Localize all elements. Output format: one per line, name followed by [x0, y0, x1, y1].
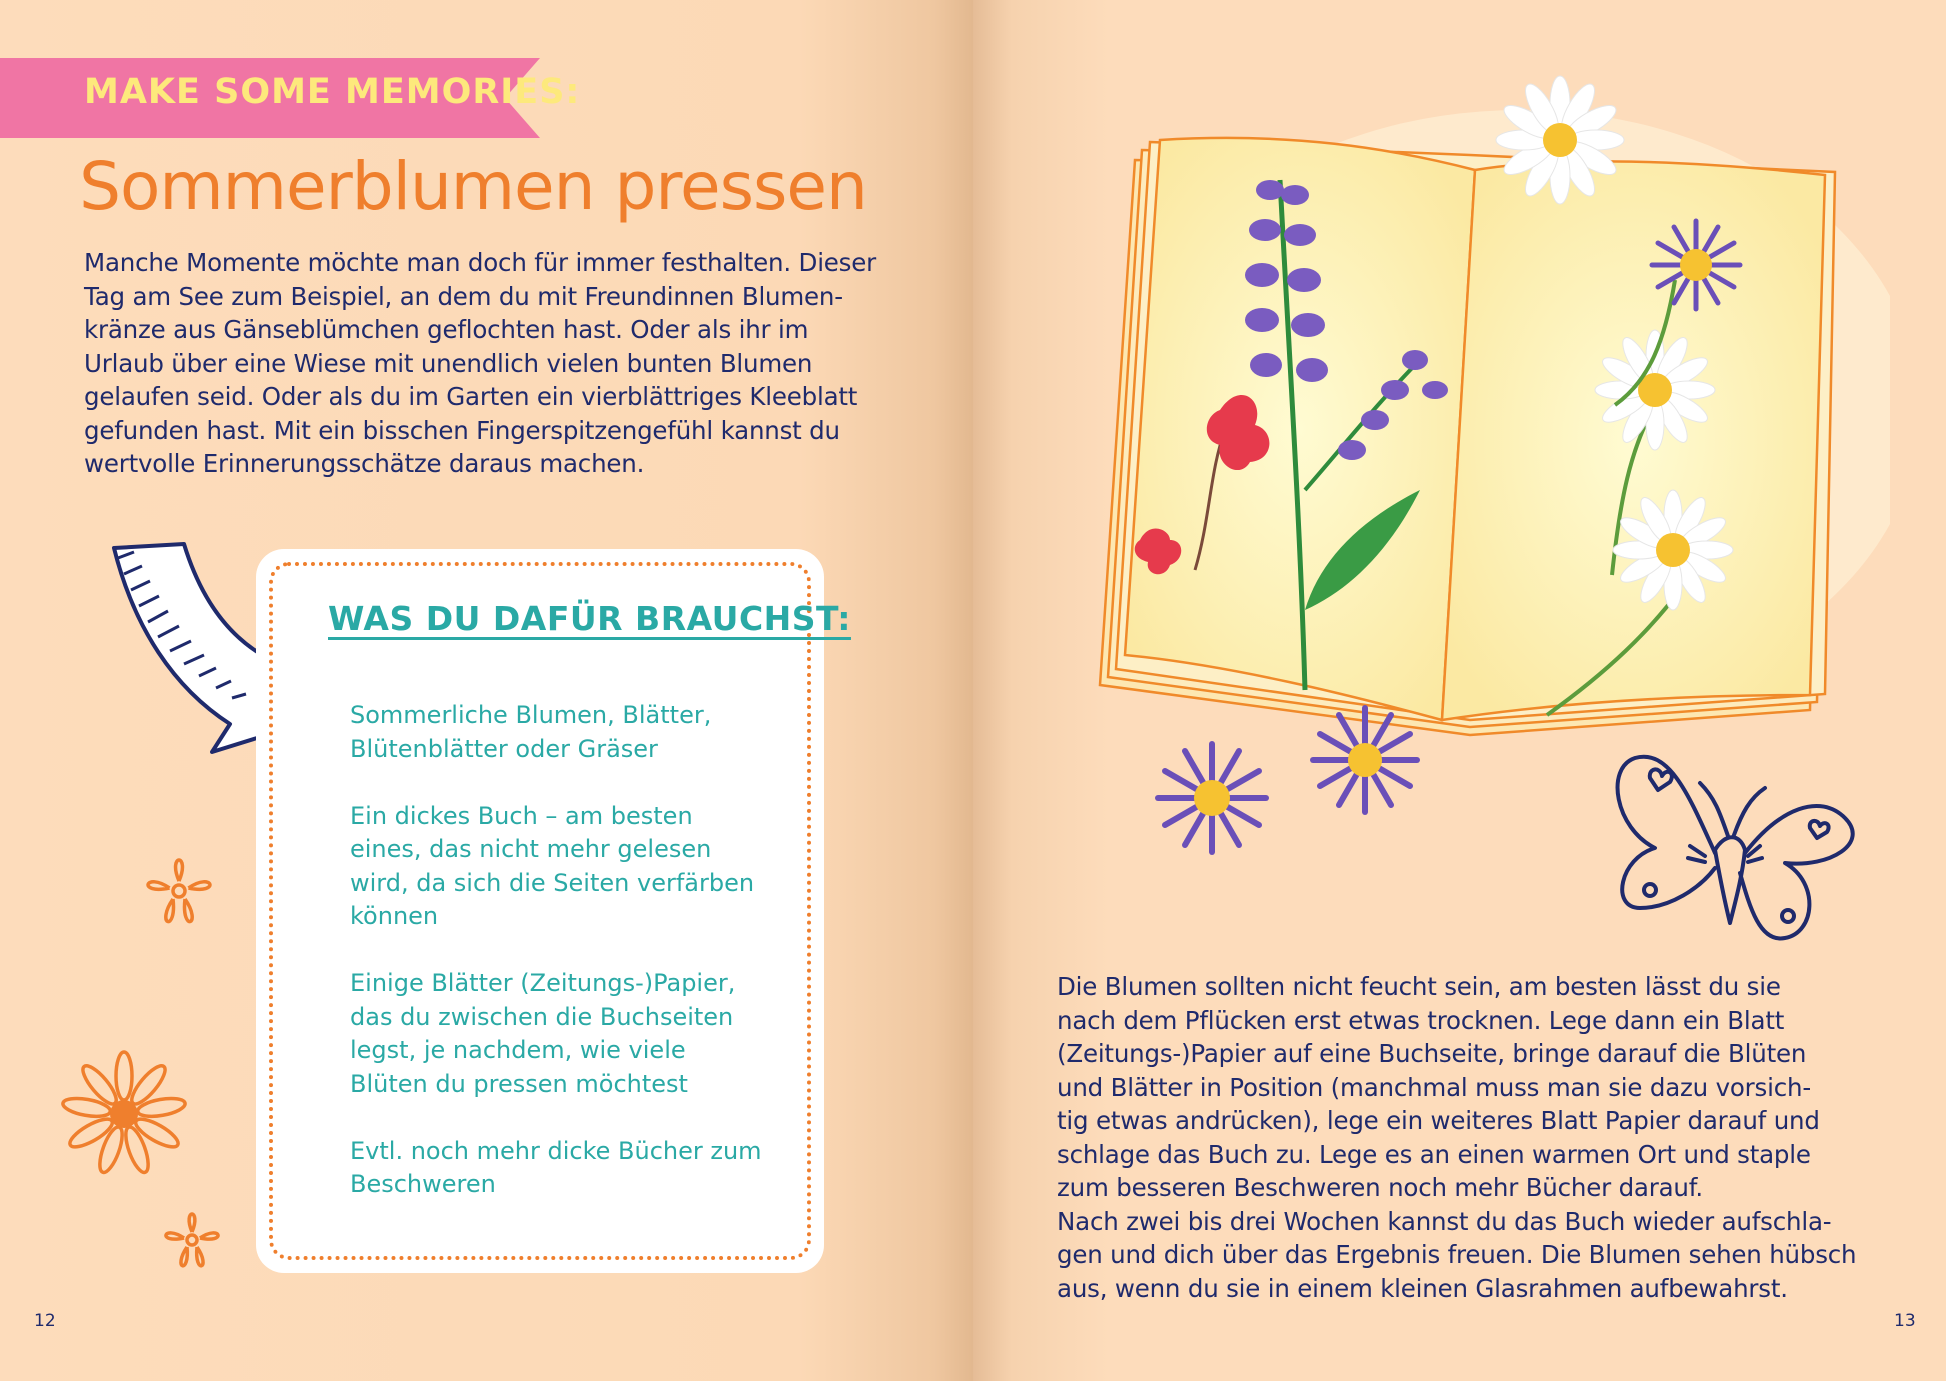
list-item-line: Evtl. noch mehr dicke Bücher zum [350, 1136, 762, 1165]
small-flower-outline-icon [152, 1200, 232, 1280]
instructions-line: tig etwas andrücken), lege ein weiteres Blatt Papier darauf und [1057, 1106, 1820, 1135]
list-item-line: Blüten du pressen möchtest [350, 1069, 688, 1098]
intro-line: wertvolle Erinnerungsschätze daraus machen. [84, 449, 645, 478]
list-item-line: Blütenblätter oder Gräser [350, 734, 658, 763]
list-item-line: Einige Blätter (Zeitungs-)Papier, [350, 969, 736, 997]
list-item [350, 967, 820, 1101]
list-item [350, 1135, 820, 1202]
page-number-right: 13 [1894, 1311, 1916, 1331]
intro-line: Manche Momente möchte man doch für immer festhalten. Dieser [84, 248, 876, 277]
intro-line: kränze aus Gänseblümchen geflochten hast. Oder als ihr im [84, 315, 809, 344]
intro-line: gefunden hast. Mit ein bisschen Fingerspitzengefühl kannst du [84, 415, 840, 445]
page-title: Sommerblumen pressen [79, 148, 867, 225]
intro-line: gelaufen seid. Oder als du im Garten ein vierblättriges Kleeblatt [84, 382, 858, 411]
list-item-line: das du zwischen die Buchseiten [350, 1002, 734, 1031]
flower-outline-icon [134, 846, 224, 936]
daisy-outline-icon [54, 1044, 194, 1184]
instructions-line: gen und dich über das Ergebnis freuen. Die Blumen sehen hübsch [1057, 1240, 1857, 1269]
instructions-line: zum besseren Beschweren noch mehr Bücher darauf. [1057, 1173, 1703, 1202]
list-item-line: eines, das nicht mehr gelesen [350, 835, 712, 863]
instructions-line: (Zeitungs-)Papier auf eine Buchseite, bringe darauf die Blüten [1057, 1039, 1807, 1068]
list-item-line: Ein dickes Buch – am besten [350, 801, 693, 830]
materials-list [350, 699, 820, 1235]
list-item [350, 800, 820, 934]
instructions-line: Nach zwei bis drei Wochen kannst du das Buch wieder aufschla- [1057, 1206, 1832, 1236]
list-item-line: Sommerliche Blumen, Blätter, [350, 701, 712, 729]
list-item-line: Beschweren [350, 1170, 496, 1198]
intro-line: Tag am See zum Beispiel, an dem du mit Freundinnen Blumen- [84, 281, 843, 311]
materials-heading: WAS DU DAFÜR BRAUCHST: [328, 599, 851, 638]
butterfly-icon [1610, 738, 1870, 968]
instructions-line: und Blätter in Position (manchmal muss man sie dazu vorsich- [1057, 1072, 1811, 1102]
intro-line: Urlaub über eine Wiese mit unendlich vielen bunten Blumen [84, 348, 813, 378]
instructions-paragraph [1057, 970, 1917, 1305]
instructions-line: aus, wenn du sie in einem kleinen Glasrahmen aufbewahrst. [1057, 1273, 1788, 1303]
list-item-line: können [350, 902, 439, 930]
list-item-line: legst, je nachdem, wie viele [350, 1036, 686, 1064]
banner-label: MAKE SOME MEMORIES: [84, 72, 581, 112]
page-number-left: 12 [34, 1311, 56, 1331]
intro-paragraph [84, 246, 904, 481]
instructions-line: Die Blumen sollten nicht feucht sein, am besten lässt du sie [1057, 972, 1781, 1001]
section-banner [0, 58, 581, 138]
instructions-line: schlage das Buch zu. Lege es an einen warmen Ort und staple [1057, 1139, 1811, 1169]
list-item-line: wird, da sich die Seiten verfärben [350, 868, 755, 897]
materials-card [256, 549, 851, 1273]
list-item [350, 699, 820, 766]
instructions-line: nach dem Pflücken erst etwas trocknen. Lege dann ein Blatt [1057, 1005, 1785, 1035]
